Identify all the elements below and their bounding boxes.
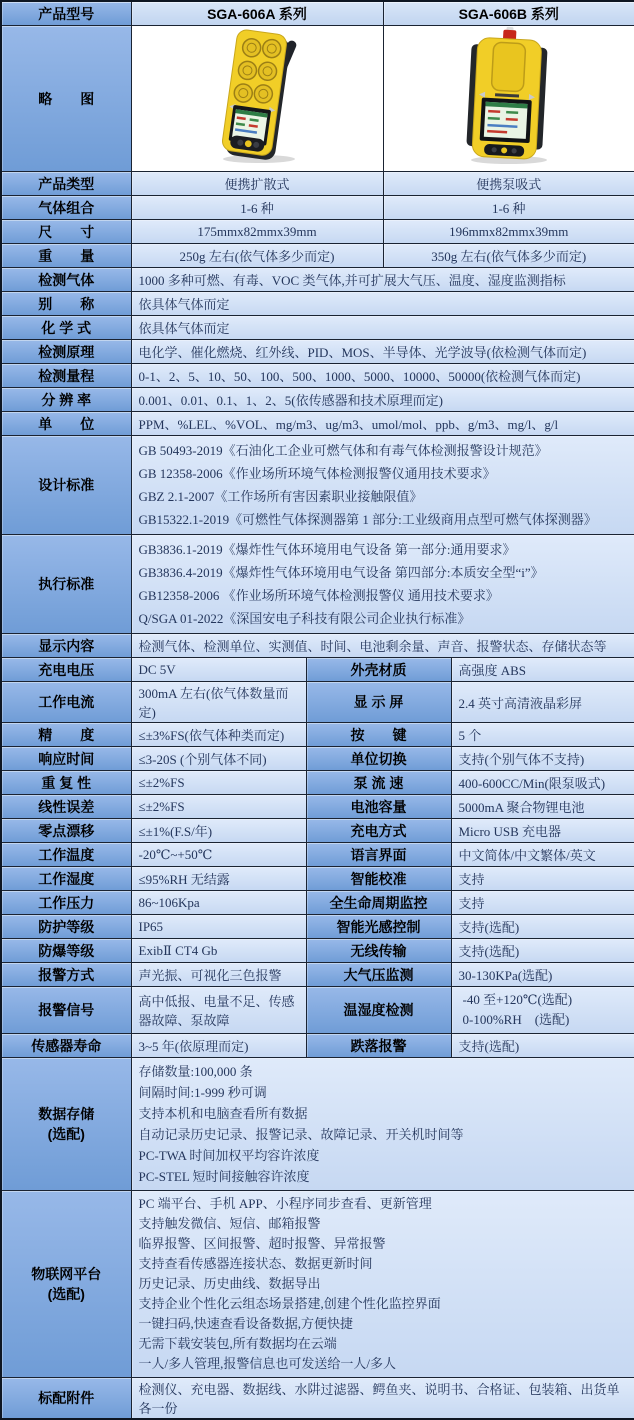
row-detected-gases — [1, 268, 634, 292]
row-gas-combination — [1, 196, 634, 220]
value-left: ≤95%RH 无结露 — [131, 867, 306, 891]
row-charge-voltage — [1, 658, 634, 682]
row-label-left: 工作温度 — [1, 843, 131, 867]
row-label-left: 零点漂移 — [1, 819, 131, 843]
row-value: 0.001、0.01、0.1、1、2、5(依传感器和技术原理而定) — [131, 388, 634, 412]
row-label-right: 温湿度检测 — [306, 987, 451, 1034]
standard-line: GBZ 2.1-2007《工作场所有害因素职业接触限值》 — [132, 485, 634, 508]
iot-line: 临界报警、区间报警、超时报警、异常报警 — [132, 1234, 634, 1254]
value-a: 便携扩散式 — [131, 172, 383, 196]
row-weight — [1, 244, 634, 268]
storage-line: 支持本机和电脑查看所有数据 — [132, 1103, 634, 1124]
row-value: 电化学、催化燃烧、红外线、PID、MOS、半导体、光学波导(依检测气体而定) — [131, 340, 634, 364]
top-panel — [491, 42, 525, 92]
row-working-temperature — [1, 843, 634, 867]
product-image-cell-b — [383, 26, 634, 172]
row-label-right: 外壳材质 — [306, 658, 451, 682]
value-right: 支持(选配) — [451, 1034, 634, 1058]
data-storage-label: 数据存储 — [5, 1104, 128, 1124]
row-label-right: 按 键 — [306, 723, 451, 747]
row-label: 检测气体 — [1, 268, 131, 292]
row-label-right: 电池容量 — [306, 795, 451, 819]
value-b: 196mmx82mmx39mm — [383, 220, 634, 244]
row-working-current — [1, 682, 634, 723]
gas-detector-a-illustration — [167, 26, 347, 166]
row-label-left: 传感器寿命 — [1, 1034, 131, 1058]
iot-line: 无需下载安装包,所有数据均在云端 — [132, 1334, 634, 1354]
iot-platform-optional-label: (选配) — [5, 1284, 128, 1304]
value-right: 30-130KPa(选配) — [451, 963, 634, 987]
value-left: ≤±2%FS — [131, 771, 306, 795]
iot-line: 支持企业个性化云组态场景搭建,创建个性化监控界面 — [132, 1294, 634, 1314]
iot-line: 支持触发微信、短信、邮箱报警 — [132, 1214, 634, 1234]
gas-detector-b-illustration — [419, 26, 599, 166]
row-label: 显示内容 — [1, 634, 131, 658]
value-left: -20℃~+50℃ — [131, 843, 306, 867]
standard-line: Q/SGA 01-2022《深国安电子科技有限公司企业执行标准》 — [132, 607, 634, 630]
row-label-left: 报警方式 — [1, 963, 131, 987]
row-alias — [1, 292, 634, 316]
row-label: 检测原理 — [1, 340, 131, 364]
row-label-left: 线性误差 — [1, 795, 131, 819]
temp-humidity-line: -40 至+120℃(选配) — [456, 990, 631, 1010]
row-label-left: 响应时间 — [1, 747, 131, 771]
product-image-cell-a — [131, 26, 383, 172]
row-value: 依具体气体而定 — [131, 316, 634, 340]
value-left: ≤±3%FS(依气体种类而定) — [131, 723, 306, 747]
standard-line: GB 50493-2019《石油化工企业可燃气体和有毒气体检测报警设计规范》 — [132, 439, 634, 462]
value-left: ≤3-20S (个别气体不同) — [131, 747, 306, 771]
value-left: 3~5 年(依原理而定) — [131, 1034, 306, 1058]
row-exec-standard — [1, 535, 634, 634]
row-value: 0-1、2、5、10、50、100、500、1000、5000、10000、50000(依检测气体而定) — [131, 364, 634, 388]
value-left: IP65 — [131, 915, 306, 939]
iot-line: 一键扫码,快速查看设备数据,方便快捷 — [132, 1314, 634, 1334]
value-right — [451, 987, 634, 1034]
row-alarm-signals — [1, 987, 634, 1034]
row-label-right: 单位切换 — [306, 747, 451, 771]
value-right: 支持(个别气体不支持) — [451, 747, 634, 771]
standard-line: GB12358-2006 《作业场所环境气体检测报警仪 通用技术要求》 — [132, 584, 634, 607]
row-explosion-proof-rating — [1, 939, 634, 963]
value-left: ≤±2%FS — [131, 795, 306, 819]
row-label: 设计标准 — [1, 436, 131, 535]
row-alarm-mode — [1, 963, 634, 987]
row-label-right: 智能校准 — [306, 867, 451, 891]
row-zero-drift — [1, 819, 634, 843]
standard-line: GB3836.4-2019《爆炸性气体环境用电气设备 第四部分:本质安全型“i”》 — [132, 561, 634, 584]
sketch-row — [1, 26, 634, 172]
data-storage-cell — [131, 1058, 634, 1191]
value-a: 250g 左右(依气体多少而定) — [131, 244, 383, 268]
storage-line: 间隔时间:1-999 秒可调 — [132, 1082, 634, 1103]
row-label-right: 智能光感控制 — [306, 915, 451, 939]
value-left: DC 5V — [131, 658, 306, 682]
row-label-left: 精 度 — [1, 723, 131, 747]
row-label-right: 泵 流 速 — [306, 771, 451, 795]
row-label-right: 语言界面 — [306, 843, 451, 867]
row-label-left: 工作湿度 — [1, 867, 131, 891]
row-accuracy — [1, 723, 634, 747]
standard-line: GB3836.1-2019《爆炸性气体环境用电气设备 第一部分:通用要求》 — [132, 538, 634, 561]
row-value: 检测气体、检测单位、实测值、时间、电池剩余量、声音、报警状态、存储状态等 — [131, 634, 634, 658]
row-dimensions — [1, 220, 634, 244]
row-resolution — [1, 388, 634, 412]
row-label-left: 报警信号 — [1, 987, 131, 1034]
value-right: 2.4 英寸高清液晶彩屏 — [451, 682, 634, 723]
row-label: 执行标准 — [1, 535, 131, 634]
value-a: 1-6 种 — [131, 196, 383, 220]
row-design-standard — [1, 436, 634, 535]
product-model-label: 产品型号 — [1, 1, 131, 26]
row-value: 1000 多种可燃、有毒、VOC 类气体,并可扩展大气压、温度、湿度监测指标 — [131, 268, 634, 292]
row-data-storage — [1, 1058, 634, 1191]
row-label-left: 防爆等级 — [1, 939, 131, 963]
value-right: 中文简体/中文繁体/英文 — [451, 843, 634, 867]
value-left: ≤±1%(F.S/年) — [131, 819, 306, 843]
value-right: 5000mA 聚合物锂电池 — [451, 795, 634, 819]
standard-line: GB 12358-2006《作业场所环境气体检测报警仪通用技术要求》 — [132, 462, 634, 485]
value-b: 便携泵吸式 — [383, 172, 634, 196]
iot-line: 历史记录、历史曲线、数据导出 — [132, 1274, 634, 1294]
value-right: 400-600CC/Min(限泵吸式) — [451, 771, 634, 795]
row-value: PPM、%LEL、%VOL、mg/m3、ug/m3、umol/mol、ppb、g/m3、mg/l、g/l — [131, 412, 634, 436]
row-repeatability — [1, 771, 634, 795]
row-label-right: 大气压监测 — [306, 963, 451, 987]
value-right: 5 个 — [451, 723, 634, 747]
value-left: 86~106Kpa — [131, 891, 306, 915]
row-display-content — [1, 634, 634, 658]
row-label: 产品类型 — [1, 172, 131, 196]
row-label: 单 位 — [1, 412, 131, 436]
row-label: 别 称 — [1, 292, 131, 316]
row-detection-principle — [1, 340, 634, 364]
row-value: 检测仪、充电器、数据线、水阱过滤器、鳄鱼夹、说明书、合格证、包装箱、出货单各一份 — [131, 1378, 634, 1420]
value-right: 支持 — [451, 891, 634, 915]
row-units — [1, 412, 634, 436]
storage-line: PC-STEL 短时间接触容许浓度 — [132, 1166, 634, 1187]
value-left: ExibⅡ CT4 Gb — [131, 939, 306, 963]
row-label-right: 显 示 屏 — [306, 682, 451, 723]
storage-line: 自动记录历史记录、报警记录、故障记录、开关机时间等 — [132, 1124, 634, 1145]
row-label-left: 工作电流 — [1, 682, 131, 723]
iot-platform-cell — [131, 1191, 634, 1378]
row-label: 标配附件 — [1, 1378, 131, 1420]
iot-line: PC 端平台、手机 APP、小程序同步查看、更新管理 — [132, 1194, 634, 1214]
header-row — [1, 1, 634, 26]
row-label-right: 全生命周期监控 — [306, 891, 451, 915]
temp-humidity-line: 0-100%RH (选配) — [456, 1010, 631, 1030]
row-chemical-formula — [1, 316, 634, 340]
row-label: 气体组合 — [1, 196, 131, 220]
value-b: 350g 左右(依气体多少而定) — [383, 244, 634, 268]
design-standard-cell — [131, 436, 634, 535]
row-label-left: 充电电压 — [1, 658, 131, 682]
row-sensor-life — [1, 1034, 634, 1058]
row-label-right: 充电方式 — [306, 819, 451, 843]
row-working-pressure — [1, 891, 634, 915]
value-left: 高中低报、电量不足、传感器故障、泵故障 — [131, 987, 306, 1034]
row-protection-rating — [1, 915, 634, 939]
row-label — [1, 1058, 131, 1191]
value-right: 支持(选配) — [451, 939, 634, 963]
row-label: 尺 寸 — [1, 220, 131, 244]
value-right: 高强度 ABS — [451, 658, 634, 682]
row-label: 分 辨 率 — [1, 388, 131, 412]
row-label-left: 防护等级 — [1, 915, 131, 939]
sketch-label: 略 图 — [1, 26, 131, 172]
value-left: 声光振、可视化三色报警 — [131, 963, 306, 987]
row-label-right: 无线传输 — [306, 939, 451, 963]
row-standard-accessories — [1, 1378, 634, 1420]
storage-line: 存储数量:100,000 条 — [132, 1061, 634, 1082]
row-working-humidity — [1, 867, 634, 891]
exec-standard-cell — [131, 535, 634, 634]
value-right: 支持(选配) — [451, 915, 634, 939]
row-label-right: 跌落报警 — [306, 1034, 451, 1058]
iot-line: 支持查看传感器连接状态、数据更新时间 — [132, 1254, 634, 1274]
row-value: 依具体气体而定 — [131, 292, 634, 316]
row-label-left: 重 复 性 — [1, 771, 131, 795]
standard-line: GB15322.1-2019《可燃性气体探测器第 1 部分:工业级商用点型可燃气体探测器》 — [132, 508, 634, 531]
value-left: 300mA 左右(依气体数量而定) — [131, 682, 306, 723]
value-right: 支持 — [451, 867, 634, 891]
row-linearity-error — [1, 795, 634, 819]
value-b: 1-6 种 — [383, 196, 634, 220]
row-iot-platform — [1, 1191, 634, 1378]
storage-line: PC-TWA 时间加权平均容许浓度 — [132, 1145, 634, 1166]
value-right: Micro USB 充电器 — [451, 819, 634, 843]
row-label: 检测量程 — [1, 364, 131, 388]
series-a-header: SGA-606A 系列 — [131, 1, 383, 26]
data-storage-optional-label: (选配) — [5, 1124, 128, 1144]
row-label-left: 工作压力 — [1, 891, 131, 915]
iot-line: 一人/多人管理,报警信息也可发送给一人/多人 — [132, 1354, 634, 1374]
series-b-header: SGA-606B 系列 — [383, 1, 634, 26]
row-label — [1, 1191, 131, 1378]
row-detection-range — [1, 364, 634, 388]
iot-platform-label: 物联网平台 — [5, 1264, 128, 1284]
row-response-time — [1, 747, 634, 771]
value-a: 175mmx82mmx39mm — [131, 220, 383, 244]
row-label: 重 量 — [1, 244, 131, 268]
row-label: 化 学 式 — [1, 316, 131, 340]
row-product-type — [1, 172, 634, 196]
